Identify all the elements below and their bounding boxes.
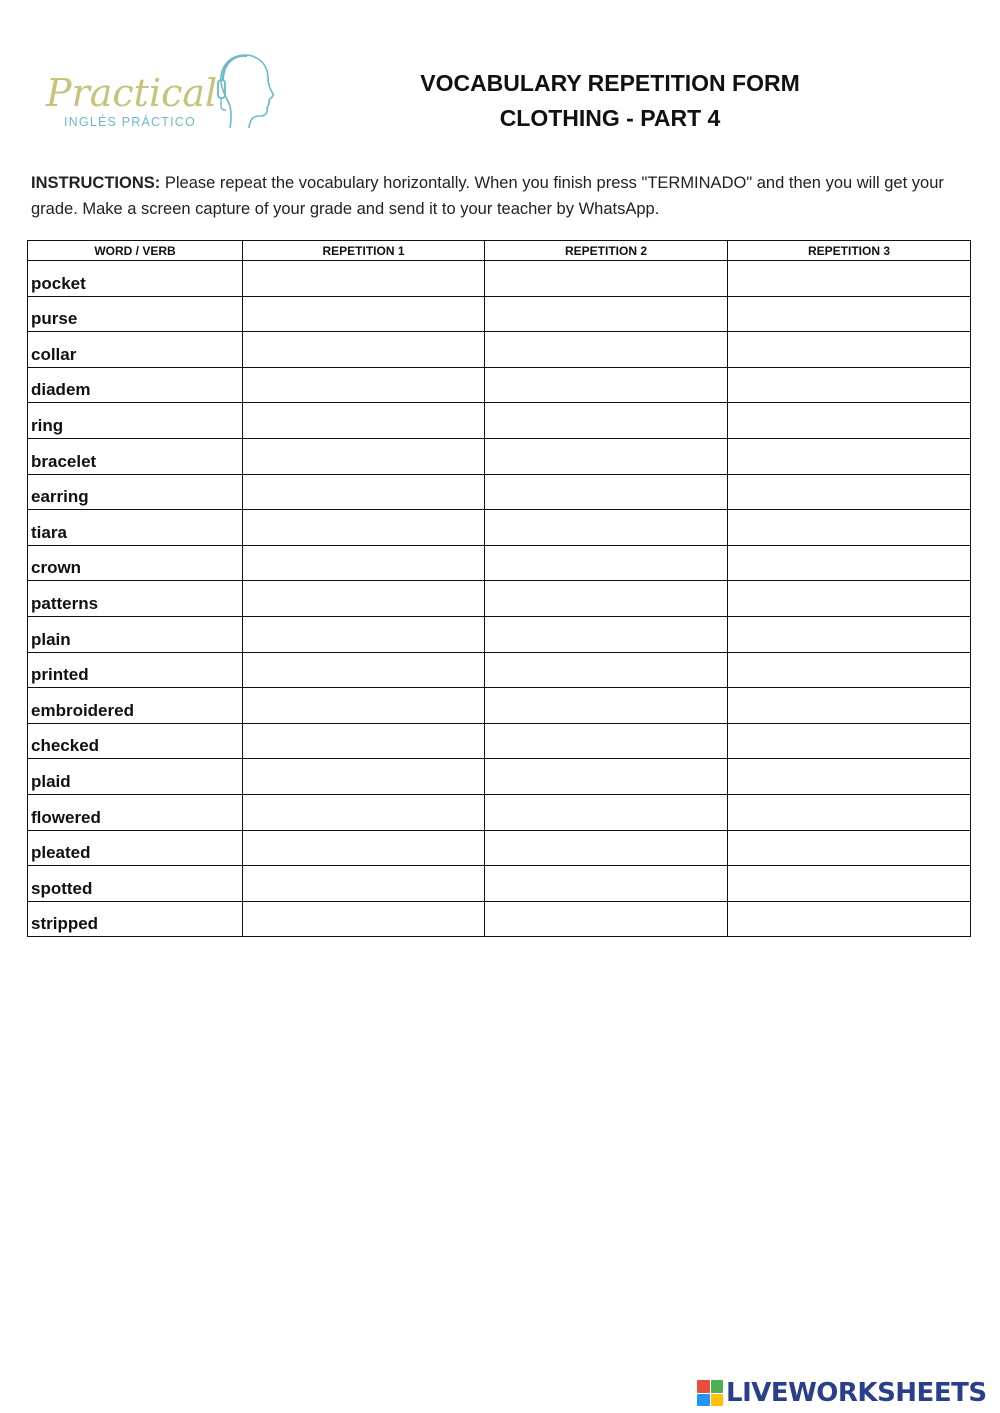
repetition-3-input[interactable] — [728, 800, 970, 830]
repetition-1-input[interactable] — [243, 372, 484, 402]
instructions-text: Please repeat the vocabulary horizontally. When you finish press "TERMINADO" and then you will get your grade. Make a screen capture of your grade and send it to your teacher by WhatsApp. — [31, 174, 944, 218]
vocab-word: pleated — [28, 830, 243, 866]
repetition-2-cell — [485, 545, 728, 581]
repetition-3-input[interactable] — [728, 693, 970, 723]
vocab-word: purse — [28, 296, 243, 332]
repetition-2-input[interactable] — [485, 800, 727, 830]
page-title: VOCABULARY REPETITION FORM — [420, 70, 800, 96]
repetition-1-cell — [243, 438, 485, 474]
vocab-word: bracelet — [28, 438, 243, 474]
repetition-1-input[interactable] — [243, 266, 484, 296]
repetition-2-cell — [485, 367, 728, 403]
table-row — [28, 296, 971, 332]
repetition-3-cell — [728, 901, 971, 937]
repetition-3-input[interactable] — [728, 515, 970, 545]
repetition-2-input[interactable] — [485, 871, 727, 901]
column-header-repetition-2: REPETITION 2 — [485, 241, 728, 261]
repetition-3-cell — [728, 581, 971, 617]
repetition-2-input[interactable] — [485, 586, 727, 616]
repetition-2-input[interactable] — [485, 301, 727, 331]
repetition-3-cell — [728, 866, 971, 902]
practical-logo-graphic — [40, 44, 280, 136]
repetition-2-input[interactable] — [485, 444, 727, 474]
instructions — [31, 170, 961, 222]
repetition-2-cell — [485, 438, 728, 474]
repetition-1-input[interactable] — [243, 835, 484, 865]
table-row — [28, 581, 971, 617]
vocab-word: collar — [28, 332, 243, 368]
table-row — [28, 616, 971, 652]
liveworksheets-brand — [697, 1375, 987, 1411]
vocab-word: printed — [28, 652, 243, 688]
headphones-icon — [223, 56, 247, 80]
repetition-1-cell — [243, 652, 485, 688]
table-row — [28, 474, 971, 510]
repetition-3-input[interactable] — [728, 444, 970, 474]
practical-logo — [40, 44, 280, 136]
table-row — [28, 545, 971, 581]
table-row — [28, 901, 971, 937]
repetition-1-cell — [243, 332, 485, 368]
repetition-3-input[interactable] — [728, 408, 970, 438]
repetition-2-input[interactable] — [485, 515, 727, 545]
column-header-repetition-1: REPETITION 1 — [243, 241, 485, 261]
repetition-2-cell — [485, 688, 728, 724]
repetition-1-cell — [243, 296, 485, 332]
repetition-2-cell — [485, 332, 728, 368]
column-header-word: WORD / VERB — [28, 241, 243, 261]
repetition-2-input[interactable] — [485, 657, 727, 687]
liveworksheets-wordmark: LIVEWORKSHEETS — [726, 1378, 987, 1408]
logo-subtitle: INGLÉS PRÁCTICO — [64, 115, 196, 129]
table-row — [28, 866, 971, 902]
vocab-word: checked — [28, 723, 243, 759]
vocab-word: pocket — [28, 261, 243, 297]
repetition-1-cell — [243, 688, 485, 724]
repetition-1-input[interactable] — [243, 408, 484, 438]
table-row — [28, 652, 971, 688]
table-row — [28, 367, 971, 403]
instructions-label: INSTRUCTIONS: — [31, 174, 161, 192]
repetition-1-cell — [243, 866, 485, 902]
repetition-1-input[interactable] — [243, 550, 484, 580]
repetition-2-cell — [485, 794, 728, 830]
vocab-word: tiara — [28, 510, 243, 546]
repetition-1-input[interactable] — [243, 800, 484, 830]
repetition-1-input[interactable] — [243, 871, 484, 901]
repetition-3-cell — [728, 438, 971, 474]
vocab-word: stripped — [28, 901, 243, 937]
vocab-word: plaid — [28, 759, 243, 795]
repetition-3-input[interactable] — [728, 622, 970, 652]
repetition-2-input[interactable] — [485, 728, 727, 758]
repetition-2-cell — [485, 616, 728, 652]
repetition-2-cell — [485, 866, 728, 902]
repetition-3-input[interactable] — [728, 372, 970, 402]
repetition-3-cell — [728, 830, 971, 866]
vocab-word: crown — [28, 545, 243, 581]
repetition-1-input[interactable] — [243, 515, 484, 545]
repetition-2-cell — [485, 403, 728, 439]
repetition-2-input[interactable] — [485, 835, 727, 865]
repetition-2-input[interactable] — [485, 693, 727, 723]
repetition-1-cell — [243, 403, 485, 439]
table-row — [28, 403, 971, 439]
repetition-2-cell — [485, 723, 728, 759]
repetition-3-cell — [728, 759, 971, 795]
repetition-3-input[interactable] — [728, 479, 970, 509]
vocab-word: flowered — [28, 794, 243, 830]
vocab-word: earring — [28, 474, 243, 510]
repetition-3-input[interactable] — [728, 337, 970, 367]
repetition-3-input[interactable] — [728, 906, 970, 936]
repetition-1-cell — [243, 474, 485, 510]
table-row — [28, 759, 971, 795]
repetition-1-cell — [243, 616, 485, 652]
repetition-1-cell — [243, 723, 485, 759]
repetition-2-cell — [485, 759, 728, 795]
repetition-2-input[interactable] — [485, 764, 727, 794]
repetition-1-input[interactable] — [243, 586, 484, 616]
vocab-word: ring — [28, 403, 243, 439]
repetition-3-input[interactable] — [728, 835, 970, 865]
repetition-2-cell — [485, 581, 728, 617]
repetition-2-cell — [485, 261, 728, 297]
repetition-1-input[interactable] — [243, 728, 484, 758]
repetition-3-cell — [728, 474, 971, 510]
repetition-3-cell — [728, 332, 971, 368]
repetition-2-input[interactable] — [485, 337, 727, 367]
repetition-1-cell — [243, 261, 485, 297]
repetition-2-input[interactable] — [485, 408, 727, 438]
vocab-word: plain — [28, 616, 243, 652]
liveworksheets-icon — [697, 1380, 723, 1406]
repetition-1-cell — [243, 510, 485, 546]
vocab-word: diadem — [28, 367, 243, 403]
repetition-3-cell — [728, 367, 971, 403]
repetition-3-cell — [728, 688, 971, 724]
repetition-1-cell — [243, 581, 485, 617]
repetition-1-input[interactable] — [243, 764, 484, 794]
repetition-2-cell — [485, 474, 728, 510]
repetition-1-cell — [243, 545, 485, 581]
repetition-1-cell — [243, 901, 485, 937]
table-row — [28, 723, 971, 759]
repetition-1-input[interactable] — [243, 301, 484, 331]
repetition-1-input[interactable] — [243, 693, 484, 723]
repetition-3-cell — [728, 794, 971, 830]
repetition-3-cell — [728, 545, 971, 581]
repetition-1-cell — [243, 367, 485, 403]
repetition-2-input[interactable] — [485, 622, 727, 652]
vocab-word: embroidered — [28, 688, 243, 724]
table-row — [28, 794, 971, 830]
repetition-1-cell — [243, 759, 485, 795]
table-row — [28, 830, 971, 866]
table-row — [28, 688, 971, 724]
repetition-2-cell — [485, 510, 728, 546]
repetition-3-cell — [728, 403, 971, 439]
repetition-3-input[interactable] — [728, 266, 970, 296]
repetition-2-input[interactable] — [485, 550, 727, 580]
table-row — [28, 510, 971, 546]
repetition-1-input[interactable] — [243, 444, 484, 474]
repetition-2-cell — [485, 830, 728, 866]
repetition-3-input[interactable] — [728, 764, 970, 794]
repetition-2-input[interactable] — [485, 479, 727, 509]
repetition-2-input[interactable] — [485, 266, 727, 296]
vocabulary-table — [27, 240, 971, 937]
repetition-1-input[interactable] — [243, 479, 484, 509]
page-subtitle: CLOTHING - PART 4 — [499, 105, 721, 131]
repetition-3-input[interactable] — [728, 728, 970, 758]
head-outline-icon — [238, 55, 273, 128]
logo-script-text: Practical — [46, 71, 218, 115]
repetition-3-cell — [728, 510, 971, 546]
repetition-1-input[interactable] — [243, 657, 484, 687]
repetition-3-input[interactable] — [728, 301, 970, 331]
vocab-word: spotted — [28, 866, 243, 902]
repetition-3-input[interactable] — [728, 550, 970, 580]
repetition-3-input[interactable] — [728, 871, 970, 901]
repetition-2-input[interactable] — [485, 906, 727, 936]
repetition-2-input[interactable] — [485, 372, 727, 402]
repetition-3-cell — [728, 723, 971, 759]
table-header-row — [28, 241, 971, 261]
repetition-1-cell — [243, 830, 485, 866]
repetition-3-input[interactable] — [728, 657, 970, 687]
repetition-3-cell — [728, 296, 971, 332]
table-row — [28, 261, 971, 297]
table-row — [28, 332, 971, 368]
repetition-3-cell — [728, 261, 971, 297]
column-header-repetition-3: REPETITION 3 — [728, 241, 971, 261]
repetition-2-cell — [485, 296, 728, 332]
repetition-3-cell — [728, 616, 971, 652]
repetition-3-input[interactable] — [728, 586, 970, 616]
repetition-1-input[interactable] — [243, 622, 484, 652]
repetition-1-input[interactable] — [243, 906, 484, 936]
repetition-2-cell — [485, 652, 728, 688]
repetition-3-cell — [728, 652, 971, 688]
vocab-word: patterns — [28, 581, 243, 617]
repetition-1-cell — [243, 794, 485, 830]
repetition-2-cell — [485, 901, 728, 937]
repetition-1-input[interactable] — [243, 337, 484, 367]
table-row — [28, 438, 971, 474]
vocabulary-table-body — [28, 261, 971, 937]
